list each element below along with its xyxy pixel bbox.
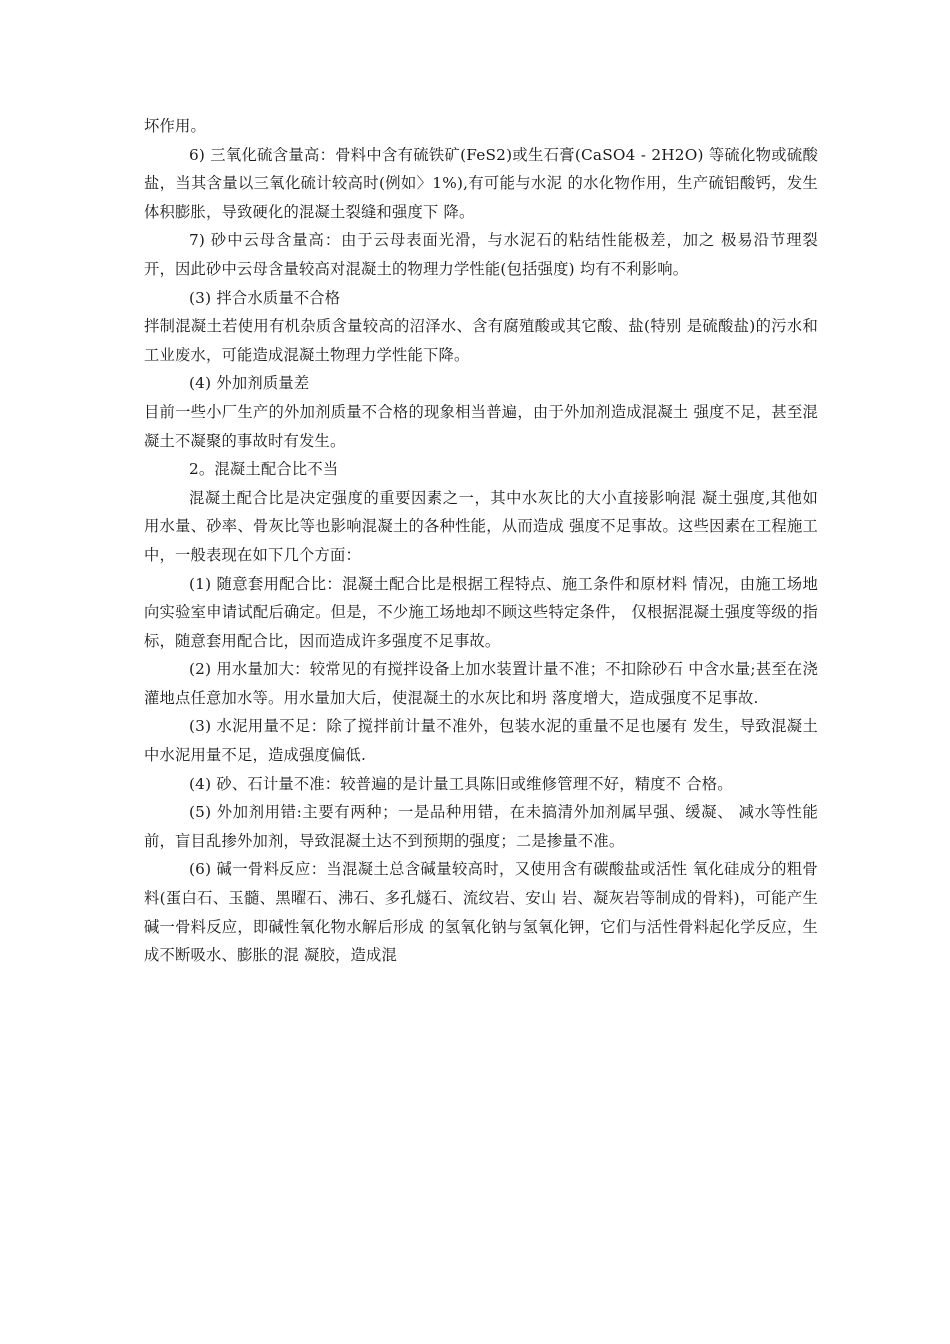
paragraph-mix-proportion-intro: 混凝土配合比是决定强度的重要因素之一，其中水灰比的大小直接影响混 凝土强度,其他如用水量、砂率、骨灰比等也影响混凝土的各种性能，从而造成 强度不足事故。这些因素在工程施工中，一般表现在如下几个方面： — [144, 488, 818, 564]
paragraph-cement-shortage: (3) 水泥用量不足：除了搅拌前计量不准外，包装水泥的重量不足也屡有 发生，导致混凝土中水泥用量不足，造成强度偏低. — [144, 717, 818, 765]
paragraph-continuation: 坏作用。 — [144, 117, 206, 135]
paragraph-alkali-aggregate: (6) 碱一骨料反应：当混凝土总含碱量较高时，又使用含有碳酸盐或活性 氧化硅成分的粗骨料(蛋白石、玉髓、黑曜石、沸石、多孔燧石、流纹岩、安山 岩、凝灰岩等制成的骨料)，可能产生碱一骨料反应，即碱性氧化物水解后形成 的氢氧化钠与氢氧化钾，它们与活性骨料起化学反应，生成不断吸水、膨胀的混 凝胶，造成混 — [144, 860, 818, 965]
document-body — [144, 112, 818, 970]
heading-mixing-water: (3) 拌合水质量不合格 — [189, 288, 341, 307]
paragraph-mixing-water: 拌制混凝土若使用有机杂质含量较高的沼泽水、含有腐殖酸或其它酸、盐(特别 是硫酸盐)的污水和工业废水，可能造成混凝土物理力学性能下降。 — [144, 317, 818, 364]
paragraph-aggregate-metering: (4) 砂、石计量不准：较普遍的是计量工具陈旧或维修管理不好，精度不 合格。 — [189, 774, 733, 793]
heading-mix-proportion: 2。混凝土配合比不当 — [189, 460, 339, 479]
heading-admixture-quality: (4) 外加剂质量差 — [189, 374, 310, 393]
paragraph-admixture-misuse: (5) 外加剂用错:主要有两种；一是品种用错，在未搞清外加剂属早强、缓凝、 减水等性能前，盲目乱掺外加剂，导致混凝土达不到预期的强度；二是掺量不准。 — [144, 803, 818, 850]
paragraph-water-increase: (2) 用水量加大：较常见的有搅拌设备上加水装置计量不准；不扣除砂石 中含水量;甚至在浇灌地点任意加水等。用水量加大后，使混凝土的水灰比和坍 落度增大，造成强度不足事故. — [144, 660, 818, 707]
paragraph-mica-content: 7) 砂中云母含量高：由于云母表面光滑，与水泥石的粘结性能极差，加之 极易沿节理裂开，因此砂中云母含量较高对混凝土的物理力学性能(包括强度) 均有不利影响。 — [144, 231, 818, 278]
paragraph-admixture-quality: 目前一些小厂生产的外加剂质量不合格的现象相当普遍，由于外加剂造成混凝土 强度不足，甚至混凝土不凝聚的事故时有发生。 — [144, 402, 818, 450]
paragraph-arbitrary-mix: (1) 随意套用配合比：混凝土配合比是根据工程特点、施工条件和原材料 情况，由施工场地向实验室申请试配后确定。但是，不少施工场地却不顾这些特定条件， 仅根据混凝土强度等级的指标，随意套用配合比，因而造成许多强度不足事故。 — [144, 574, 818, 650]
paragraph-sulfur-trioxide: 6) 三氧化硫含量高：骨料中含有硫铁矿(FeS2)或生石膏(CaSO4 - 2H2O) 等硫化物或硫酸盐，当其含量以三氧化硫计较高时(例如〉1%),有可能与水泥 的水化物作用，生产硫铝酸钙，发生体积膨胀，导致硬化的混凝土裂缝和强度下 降。 — [144, 145, 818, 221]
